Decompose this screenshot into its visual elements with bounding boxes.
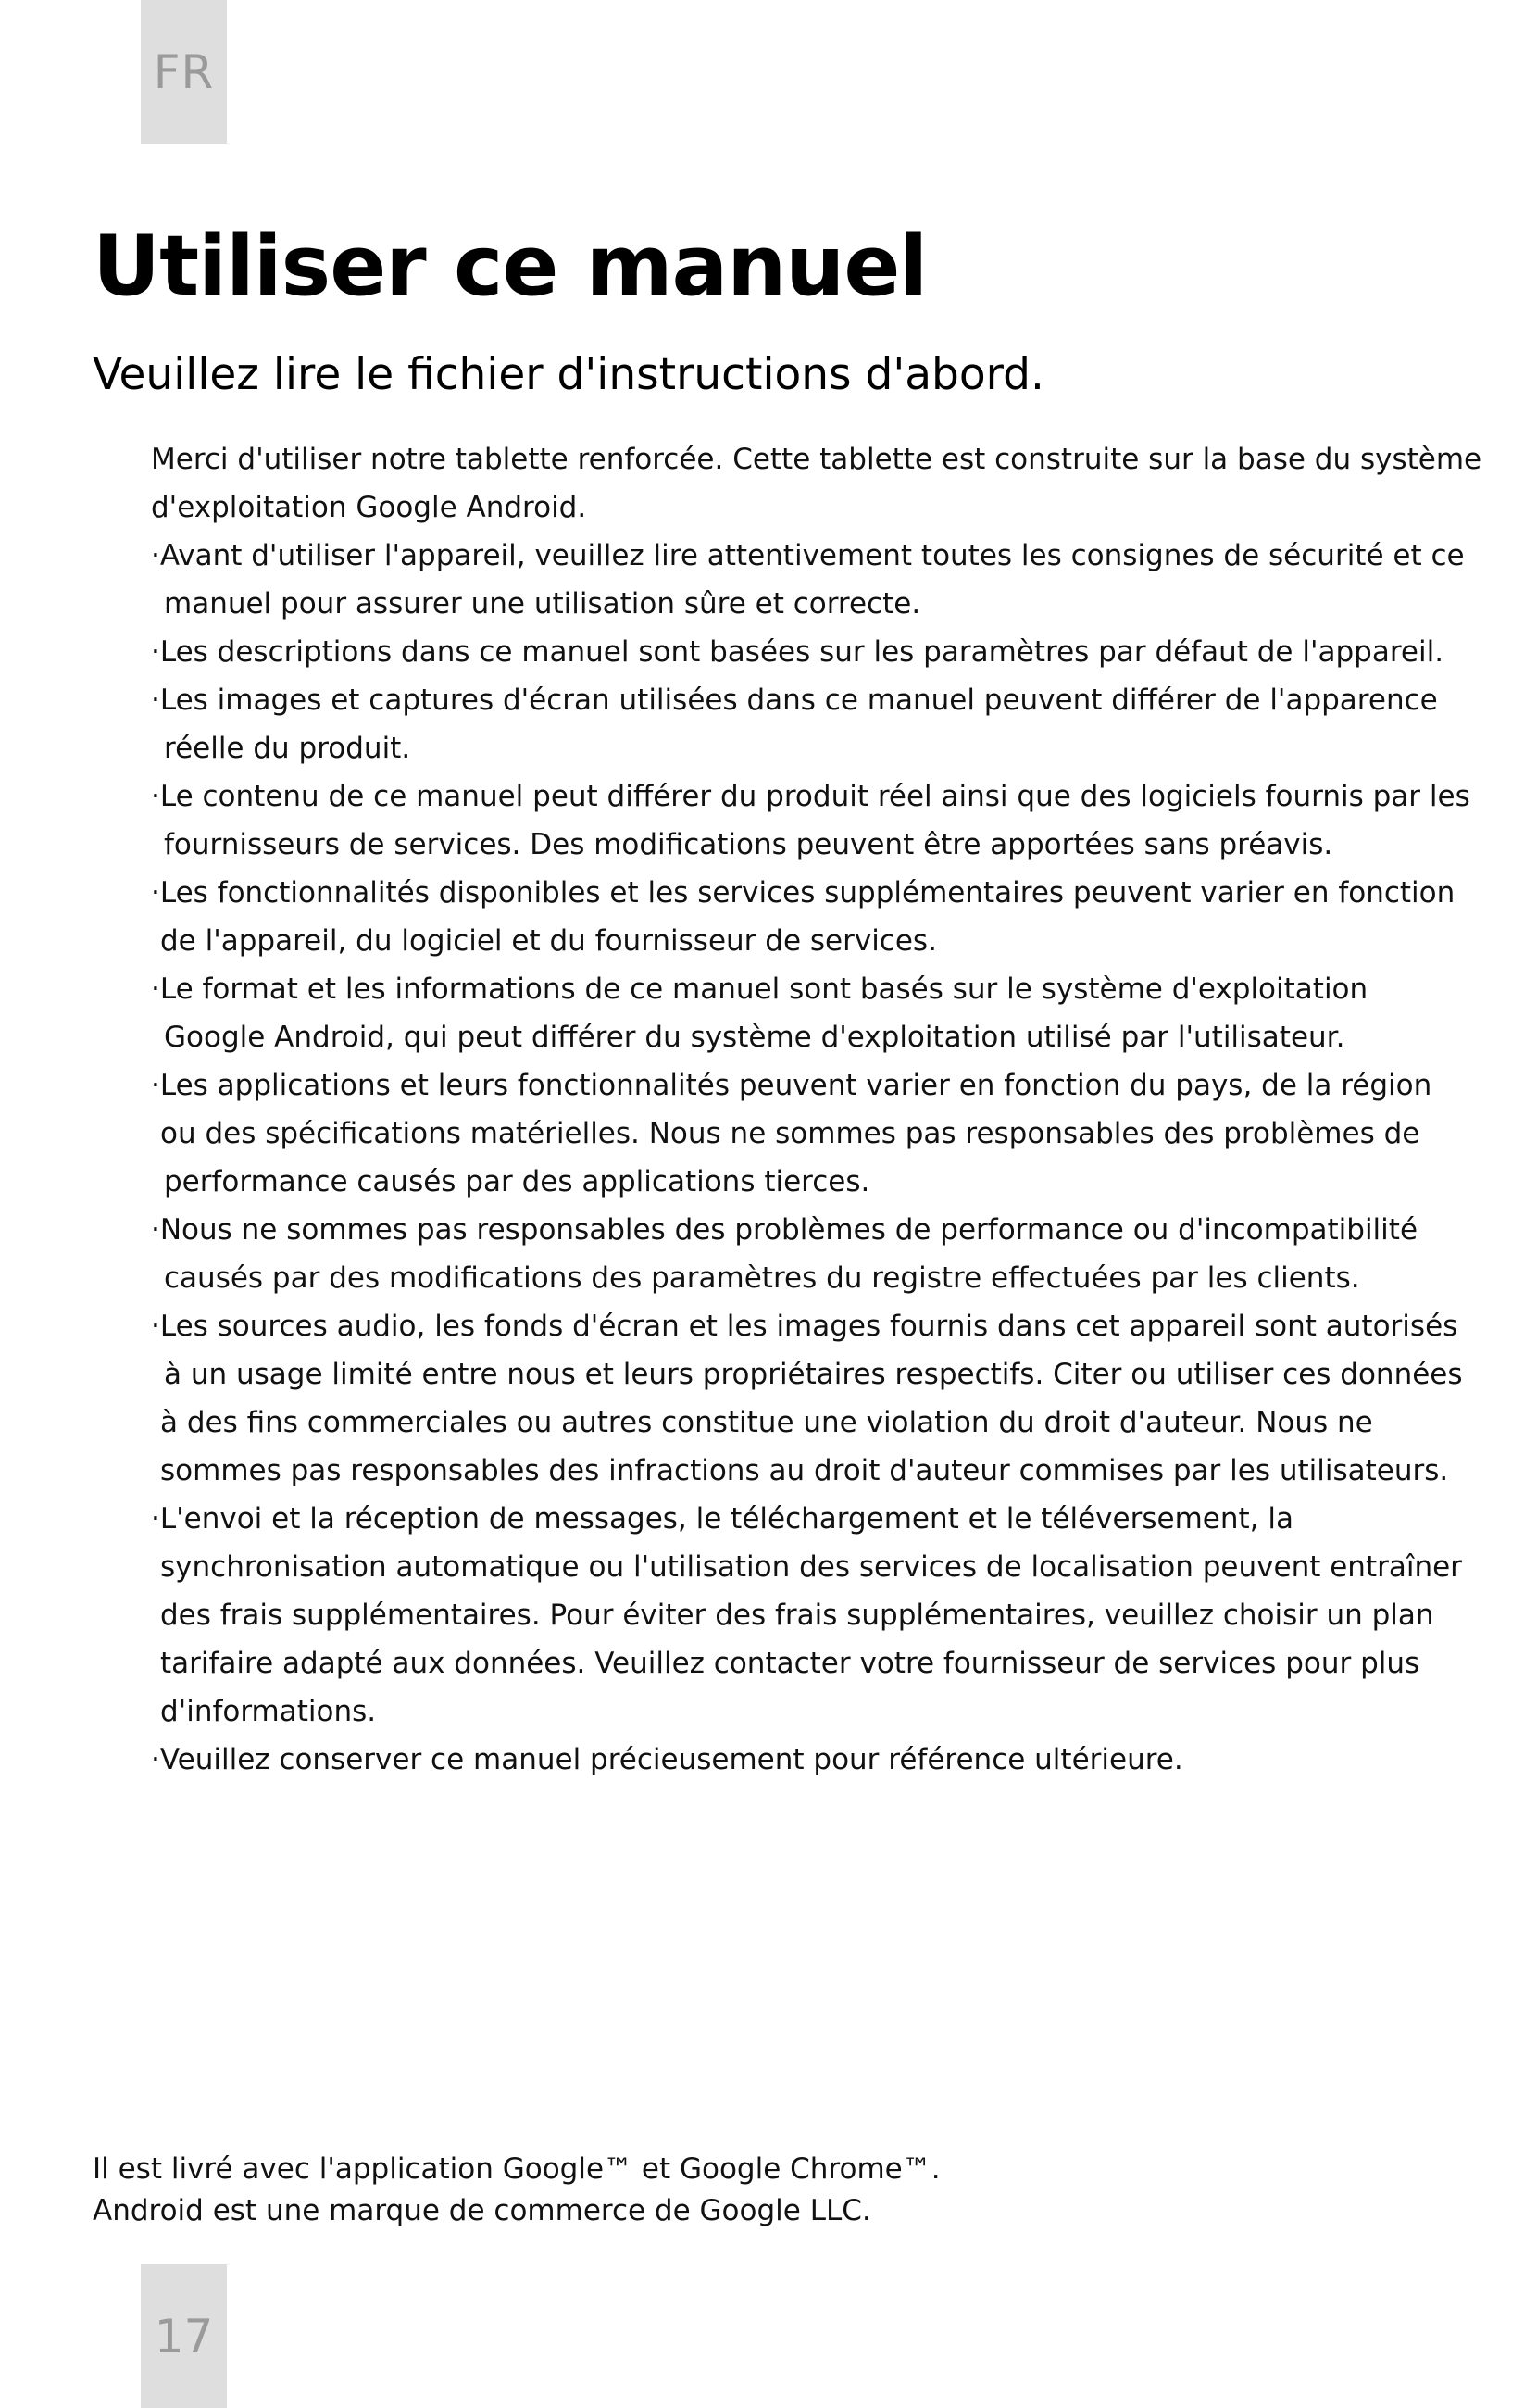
bullet-continuation: manuel pour assurer une utilisation sûre et correcte. (164, 587, 921, 621)
bullet-continuation: de l'appareil, du logiciel et du fournisseur de services. (160, 924, 937, 958)
intro-line: d'exploitation Google Android. (151, 491, 587, 524)
bullet-line: ·Les fonctionnalités disponibles et les services supplémentaires peuvent varier en fonction (151, 876, 1456, 909)
bullet-continuation: ou des spécifications matérielles. Nous ne sommes pas responsables des problèmes de (160, 1117, 1420, 1150)
language-tab (141, 0, 227, 144)
bullet-line: ·Le contenu de ce manuel peut différer du produit réel ainsi que des logiciels fournis par les (151, 780, 1470, 813)
bullet-continuation: sommes pas responsables des infractions au droit d'auteur commises par les utilisateurs. (160, 1454, 1449, 1487)
bullet-line: ·Avant d'utiliser l'appareil, veuillez lire attentivement toutes les consignes de sécurité et ce (151, 539, 1465, 572)
bullet-continuation: tarifaire adapté aux données. Veuillez contacter votre fournisseur de services pour plus (160, 1647, 1420, 1680)
page-subtitle: Veuillez lire le fichier d'instructions d'abord. (93, 349, 1044, 400)
bullet-line: ·Les sources audio, les fonds d'écran et les images fournis dans cet appareil sont autorisés (151, 1310, 1458, 1343)
language-tab-label: FR (153, 44, 215, 99)
trademark-notes (93, 2149, 941, 2232)
bullet-line: ·Les descriptions dans ce manuel sont basées sur les paramètres par défaut de l'appareil. (151, 635, 1444, 669)
bullet-continuation: performance causés par des applications tierces. (164, 1165, 870, 1198)
page-title: Utiliser ce manuel (93, 218, 928, 315)
bullet-continuation: à des fins commerciales ou autres constitue une violation du droit d'auteur. Nous ne (160, 1406, 1373, 1439)
page-number: 17 (154, 2309, 214, 2364)
bullet-continuation: Google Android, qui peut différer du système d'exploitation utilisé par l'utilisateur. (164, 1021, 1345, 1054)
bullet-line: ·Nous ne sommes pas responsables des problèmes de performance ou d'incompatibilité (151, 1213, 1418, 1247)
intro-line: Merci d'utiliser notre tablette renforcée. Cette tablette est construite sur la base du système (151, 443, 1482, 476)
bullet-line: ·Veuillez conserver ce manuel précieusement pour référence ultérieure. (151, 1743, 1183, 1776)
bullet-continuation: réelle du produit. (164, 732, 411, 765)
body-text (151, 435, 1482, 1784)
bullet-line: ·Les applications et leurs fonctionnalités peuvent varier en fonction du pays, de la région (151, 1069, 1432, 1102)
bullet-line: ·Les images et captures d'écran utilisées dans ce manuel peuvent différer de l'apparence (151, 684, 1438, 717)
trademark-line: Il est livré avec l'application Google™ et Google Chrome™. (93, 2152, 941, 2186)
bullet-line: ·Le format et les informations de ce manuel sont basés sur le système d'exploitation (151, 972, 1368, 1006)
trademark-line: Android est une marque de commerce de Google LLC. (93, 2194, 871, 2227)
bullet-line: ·L'envoi et la réception de messages, le téléchargement et le téléversement, la (151, 1502, 1293, 1536)
bullet-continuation: d'informations. (160, 1695, 377, 1728)
page-number-tab (141, 2264, 227, 2408)
bullet-continuation: synchronisation automatique ou l'utilisation des services de localisation peuvent entraîner (160, 1550, 1462, 1584)
bullet-continuation: à un usage limité entre nous et leurs propriétaires respectifs. Citer ou utiliser ces données (164, 1358, 1463, 1391)
bullet-continuation: causés par des modifications des paramètres du registre effectuées par les clients. (164, 1261, 1360, 1295)
bullet-continuation: des frais supplémentaires. Pour éviter des frais supplémentaires, veuillez choisir un plan (160, 1599, 1434, 1632)
bullet-continuation: fournisseurs de services. Des modifications peuvent être apportées sans préavis. (164, 828, 1333, 861)
